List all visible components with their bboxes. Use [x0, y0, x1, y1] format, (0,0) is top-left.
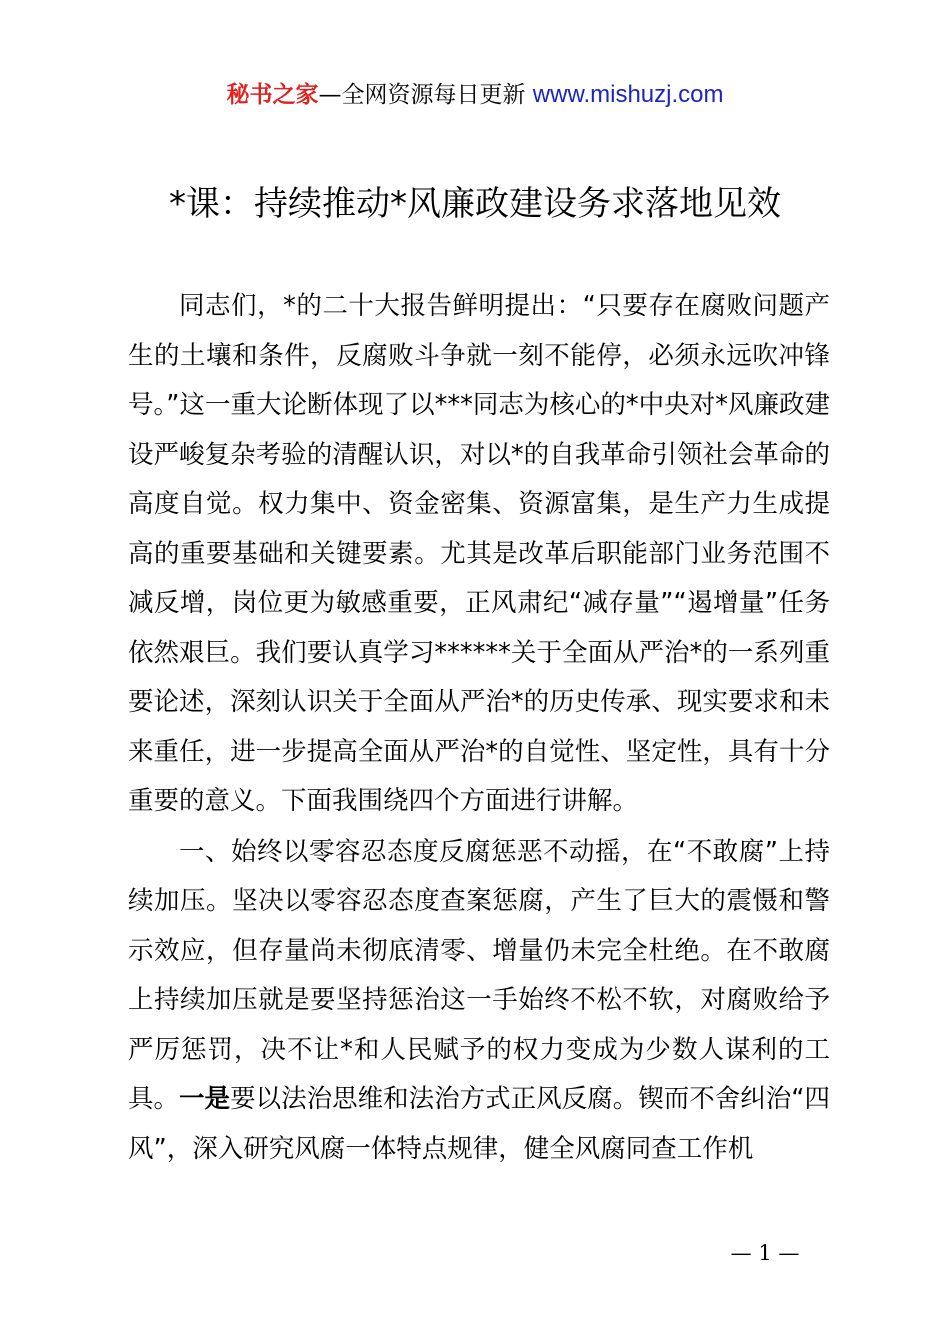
section-one-heading: 一、始终以零容忍态度反腐惩恶不动摇，在“不敢腐”上持续加压。 — [128, 836, 830, 916]
site-tagline: —全网资源每日更新 — [318, 82, 526, 108]
paragraph-section-one — [128, 828, 830, 1175]
site-url[interactable]: www.mishuzj.com — [532, 81, 724, 108]
point-label: 一是 — [179, 1084, 231, 1114]
site-brand: 秘书之家 — [226, 82, 319, 108]
document-title: *课：持续推动*风廉政建设务求落地见效 — [169, 184, 781, 224]
page-number: — 1 — — [730, 1241, 800, 1265]
section-one-body: 坚决以零容忍态度查案惩腐，产生了巨大的震慑和警示效应，但存量尚未彻底清零、增量仍未完全杜绝。在不敢腐上持续加压就是要坚持惩治这一手始终不松不软，对腐败给予严厉惩罚，决不让*和人民赋予的权力变成为少数人谋利的工具。 — [128, 886, 830, 1114]
document-body — [128, 282, 830, 1174]
site-header — [0, 78, 950, 112]
point-text: 要以法治思维和法治方式正风反腐。锲而不舍纠治“四风”，深入研究风腐一体特点规律，健全风腐同查工作机 — [128, 1084, 830, 1164]
paragraph-intro: 同志们，*的二十大报告鲜明提出：“只要存在腐败问题产生的土壤和条件，反腐败斗争就一刻不能停，必须永远吹冲锋号。”这一重大论断体现了以***同志为核心的*中央对*风廉政建设严峻复杂考验的清醒认识，对以*的自我革命引领社会革命的高度自觉。权力集中、资金密集、资源富集，是生产力生成提高的重要基础和关键要素。尤其是改革后职能部门业务范围不减反增，岗位更为敏感重要，正风肃纪“减存量”“遏增量”任务依然艰巨。我们要认真学习******关于全面从严治*的一系列重要论述，深刻认识关于全面从严治*的历史传承、现实要求和未来重任，进一步提高全面从严治*的自觉性、坚定性，具有十分重要的意义。下面我围绕四个方面进行讲解。 — [128, 291, 830, 816]
